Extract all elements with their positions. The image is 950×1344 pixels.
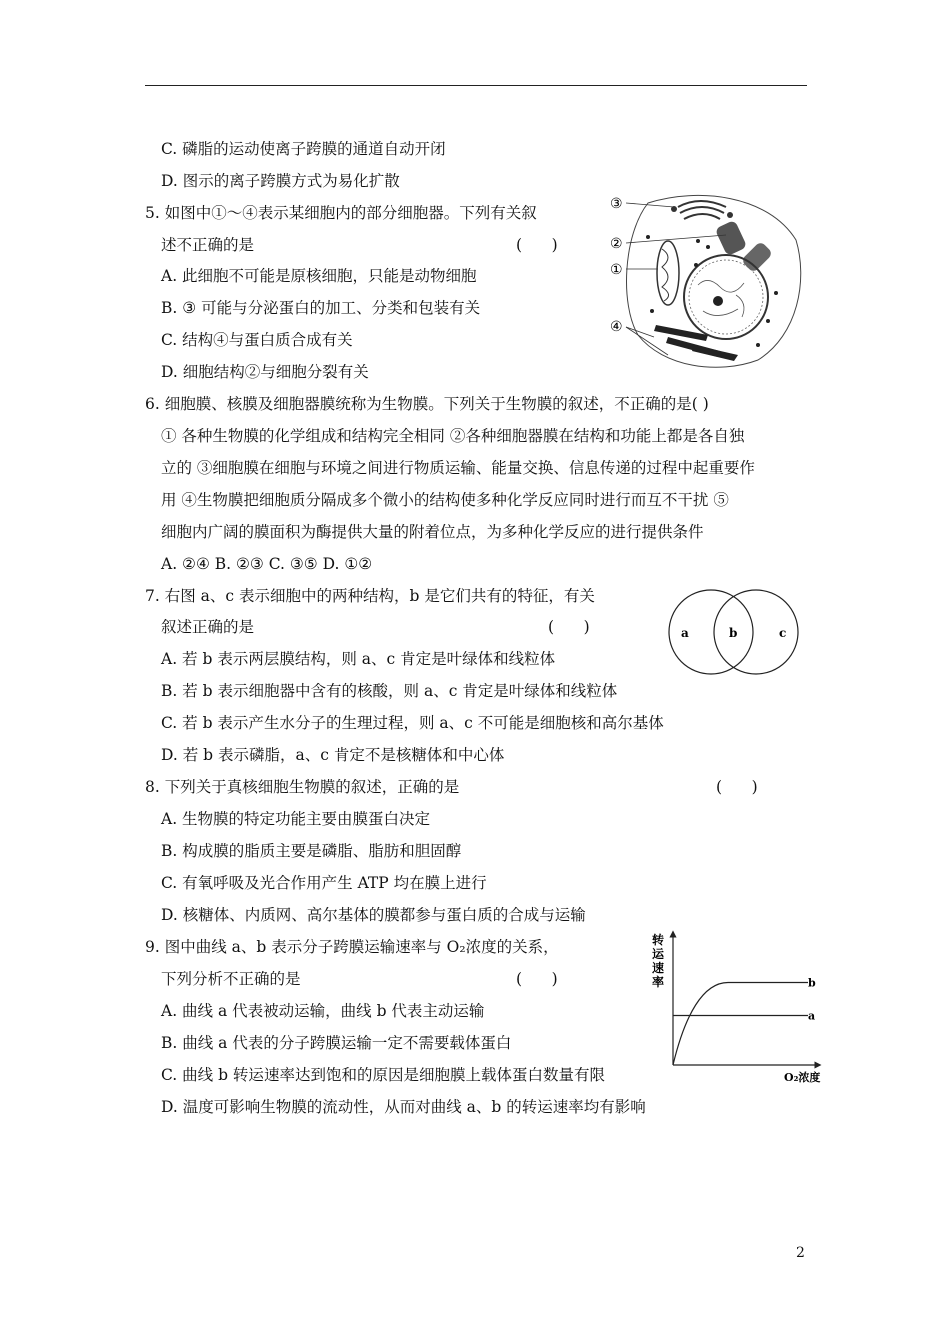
venn-label-c: c	[779, 626, 787, 640]
q8-option-b: B. 构成膜的脂质主要是磷脂、脂肪和胆固醇	[161, 842, 462, 860]
series-a-label: a	[808, 1009, 816, 1023]
x-axis-label: O₂浓度	[784, 1071, 821, 1084]
nucleus	[684, 255, 768, 339]
header-rule	[145, 85, 807, 86]
series-b-curve	[673, 983, 808, 1066]
transport-rate-chart	[650, 930, 830, 1085]
q7-answer-paren: ( )	[548, 618, 590, 636]
q9-answer-paren: ( )	[516, 970, 558, 988]
q8-option-a: A. 生物膜的特定功能主要由膜蛋白决定	[161, 810, 431, 828]
q7-option-c: C. 若 b 表示产生水分子的生理过程，则 a、c 不可能是细胞核和高尔基体	[161, 714, 664, 732]
centriole	[715, 220, 774, 274]
q9-stem-line1: 9. 图中曲线 a、b 表示分子跨膜运输速率与 O₂浓度的关系，	[145, 938, 559, 956]
venn-label-a: a	[681, 626, 689, 640]
golgi-apparatus	[678, 201, 726, 219]
q9-option-c: C. 曲线 b 转运速率达到饱和的原因是细胞膜上载体蛋白数量有限	[161, 1066, 605, 1084]
q5-stem-line2: 述不正确的是	[161, 236, 255, 254]
q6-options: A. ②④ B. ②③ C. ③⑤ D. ①②	[161, 555, 373, 573]
q4-option-d: D. 图示的离子跨膜方式为易化扩散	[161, 172, 400, 190]
q6-statement-line1: ① 各种生物膜的化学组成和结构完全相同 ②各种细胞器膜在结构和功能上都是各自独	[161, 427, 745, 445]
q9-option-b: B. 曲线 a 代表的分子跨膜运输一定不需要载体蛋白	[161, 1034, 512, 1052]
q5-option-b: B. ③ 可能与分泌蛋白的加工、分类和包装有关	[161, 299, 481, 317]
q7-option-b: B. 若 b 表示细胞器中含有的核酸，则 a、c 肯定是叶绿体和线粒体	[161, 682, 618, 700]
q7-option-d: D. 若 b 表示磷脂，a、c 肯定不是核糖体和中心体	[161, 746, 505, 764]
q6-statement-line2: 立的 ③细胞膜在细胞与环境之间进行物质运输、能量交换、信息传递的过程中起重要作	[161, 459, 755, 477]
fig-label-2: ②	[610, 236, 623, 252]
q5-option-d: D. 细胞结构②与细胞分裂有关	[161, 363, 369, 381]
series-b-label: b	[808, 976, 816, 990]
venn-diagram	[666, 588, 806, 678]
q6-statement-line3: 用 ④生物膜把细胞质分隔成多个微小的结构使多种化学反应同时进行而互不干扰 ⑤	[161, 491, 729, 509]
fig-label-1: ①	[610, 262, 623, 278]
y-axis-label-3: 速	[652, 961, 665, 975]
q8-option-c: C. 有氧呼吸及光合作用产生 ATP 均在膜上进行	[161, 874, 487, 892]
q4-option-c: C. 磷脂的运动使离子跨膜的通道自动开闭	[161, 140, 446, 158]
fig-label-3: ③	[610, 196, 623, 212]
q7-stem-line1: 7. 右图 a、c 表示细胞中的两种结构，b 是它们共有的特征，有关	[145, 587, 595, 605]
venn-label-b: b	[729, 626, 738, 640]
q9-option-d: D. 温度可影响生物膜的流动性，从而对曲线 a、b 的转运速率均有影响	[161, 1098, 646, 1116]
q6-stem: 6. 细胞膜、核膜及细胞器膜统称为生物膜。下列关于生物膜的叙述，不正确的是( )	[145, 395, 709, 413]
q5-stem-line1: 5. 如图中①～④表示某细胞内的部分细胞器。下列有关叙	[145, 204, 537, 222]
endoplasmic-reticulum	[654, 325, 738, 361]
cell-organelle-figure	[608, 185, 808, 370]
page-number: 2	[796, 1245, 805, 1261]
q8-stem: 8. 下列关于真核细胞生物膜的叙述，正确的是	[145, 778, 460, 796]
q8-answer-paren: ( )	[716, 778, 758, 796]
fig-label-4: ④	[610, 319, 623, 335]
y-axis-label-1: 转	[652, 933, 665, 947]
q9-stem-line2: 下列分析不正确的是	[161, 970, 301, 988]
q8-option-d: D. 核糖体、内质网、高尔基体的膜都参与蛋白质的合成与运输	[161, 906, 586, 924]
nucleolus	[713, 296, 723, 306]
q6-statement-line4: 细胞内广阔的膜面积为酶提供大量的附着位点，为多种化学反应的进行提供条件	[161, 523, 704, 541]
q5-option-c: C. 结构④与蛋白质合成有关	[161, 331, 353, 349]
cell-membrane	[627, 195, 801, 367]
q5-answer-paren: ( )	[516, 236, 558, 254]
y-axis-label-4: 率	[652, 975, 665, 989]
q9-option-a: A. 曲线 a 代表被动运输，曲线 b 代表主动运输	[161, 1002, 485, 1020]
q5-option-a: A. 此细胞不可能是原核细胞，只能是动物细胞	[161, 267, 477, 285]
q7-stem-line2: 叙述正确的是	[161, 618, 255, 636]
mitochondrion	[657, 241, 679, 305]
y-axis-label-2: 运	[652, 947, 665, 961]
q7-option-a: A. 若 b 表示两层膜结构，则 a、c 肯定是叶绿体和线粒体	[161, 650, 556, 668]
